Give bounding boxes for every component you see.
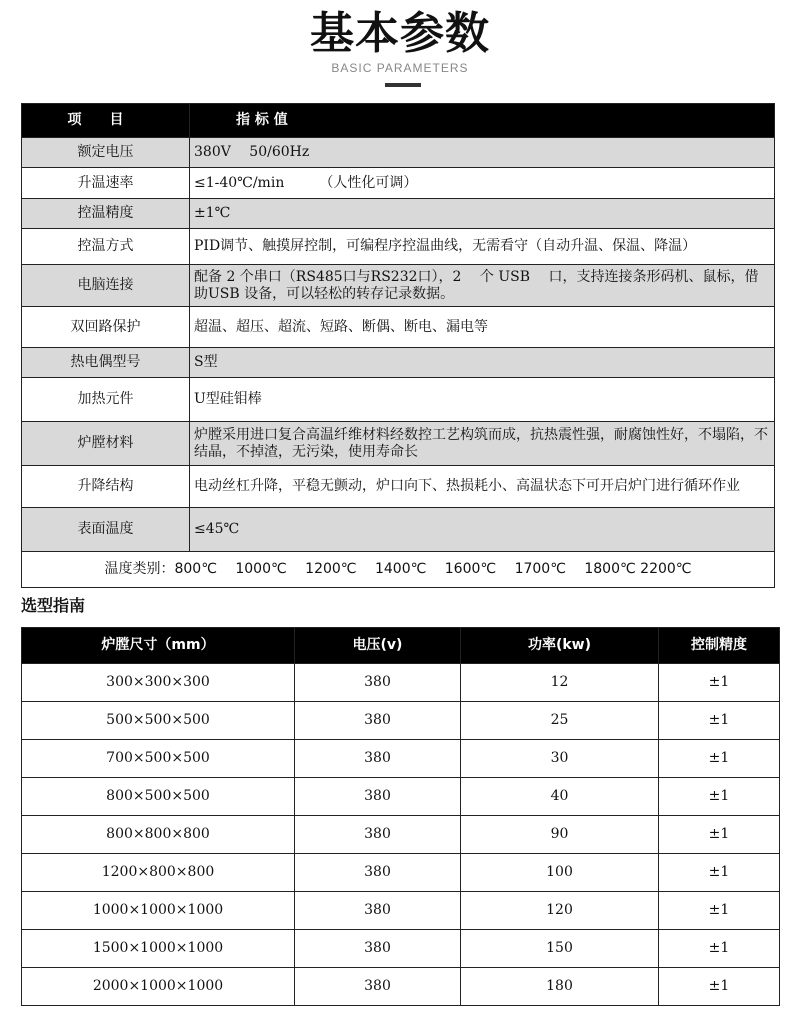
table-row <box>22 968 780 1006</box>
cell-accuracy: ±1 <box>659 816 780 854</box>
param-value: 炉膛采用进口复合高温纤维材料经数控工艺构筑而成，抗热震性强，耐腐蚀性好，不塌陷，不结晶，不掉渣，无污染，使用寿命长 <box>190 422 775 466</box>
cell-voltage: 380 <box>295 968 461 1006</box>
param-row <box>22 168 775 199</box>
cell-size: 800×500×500 <box>22 778 295 816</box>
header-voltage: 电压(v) <box>295 628 461 664</box>
cell-size: 500×500×500 <box>22 702 295 740</box>
param-value: 配备 2 个串口（RS485口与RS232口），2 个 USB 口，支持连接条形码机、鼠标，借助USB 设备，可以轻松的转存记录数据。 <box>190 265 775 307</box>
cell-accuracy: ±1 <box>659 892 780 930</box>
cell-voltage: 380 <box>295 930 461 968</box>
cell-size: 300×300×300 <box>22 664 295 702</box>
table-row <box>22 816 780 854</box>
selection-guide-heading: 选型指南 <box>21 596 86 615</box>
param-value: 电动丝杠升降，平稳无颤动，炉口向下、热损耗小、高温状态下可开启炉门进行循环作业 <box>190 466 775 508</box>
param-label: 双回路保护 <box>22 307 190 348</box>
temperature-types: 温度类别：800℃ 1000℃ 1200℃ 1400℃ 1600℃ 1700℃ 1800℃ 2200℃ <box>22 552 775 588</box>
table-row <box>22 854 780 892</box>
parameters-table <box>21 103 775 588</box>
param-row <box>22 466 775 508</box>
cell-power: 40 <box>461 778 659 816</box>
param-row <box>22 422 775 466</box>
cell-accuracy: ±1 <box>659 930 780 968</box>
table-row <box>22 740 780 778</box>
guide-header-row <box>22 628 780 664</box>
cell-accuracy: ±1 <box>659 968 780 1006</box>
header-accuracy: 控制精度 <box>659 628 780 664</box>
cell-power: 90 <box>461 816 659 854</box>
header-power: 功率(kw) <box>461 628 659 664</box>
selection-guide-table <box>21 627 780 1006</box>
param-value: S型 <box>190 348 775 378</box>
page-subtitle: BASIC PARAMETERS <box>331 61 469 75</box>
table-row <box>22 702 780 740</box>
cell-power: 30 <box>461 740 659 778</box>
param-row <box>22 138 775 168</box>
temperature-types-row <box>22 552 775 588</box>
param-value: ≤1-40℃/min （人性化可调） <box>190 168 775 199</box>
param-row <box>22 348 775 378</box>
cell-accuracy: ±1 <box>659 702 780 740</box>
cell-accuracy: ±1 <box>659 664 780 702</box>
cell-power: 120 <box>461 892 659 930</box>
cell-accuracy: ±1 <box>659 854 780 892</box>
cell-power: 12 <box>461 664 659 702</box>
param-value: ≤45℃ <box>190 508 775 552</box>
cell-size: 1500×1000×1000 <box>22 930 295 968</box>
title-underline <box>385 83 421 87</box>
param-row <box>22 307 775 348</box>
cell-size: 1200×800×800 <box>22 854 295 892</box>
cell-voltage: 380 <box>295 702 461 740</box>
param-label: 控温方式 <box>22 229 190 265</box>
header-value: 指 标 值 <box>190 104 775 138</box>
param-label: 升降结构 <box>22 466 190 508</box>
cell-power: 100 <box>461 854 659 892</box>
cell-size: 2000×1000×1000 <box>22 968 295 1006</box>
table-row <box>22 664 780 702</box>
cell-size: 1000×1000×1000 <box>22 892 295 930</box>
param-label: 电脑连接 <box>22 265 190 307</box>
param-row <box>22 508 775 552</box>
cell-voltage: 380 <box>295 664 461 702</box>
table-row <box>22 930 780 968</box>
param-row <box>22 229 775 265</box>
table-row <box>22 778 780 816</box>
param-row <box>22 265 775 307</box>
cell-size: 800×800×800 <box>22 816 295 854</box>
cell-accuracy: ±1 <box>659 740 780 778</box>
page-title: 基本参数 <box>310 8 490 59</box>
cell-voltage: 380 <box>295 892 461 930</box>
cell-voltage: 380 <box>295 778 461 816</box>
parameters-header-row <box>22 104 775 138</box>
param-value: ±1℃ <box>190 199 775 229</box>
cell-power: 25 <box>461 702 659 740</box>
param-row <box>22 199 775 229</box>
param-label: 表面温度 <box>22 508 190 552</box>
cell-accuracy: ±1 <box>659 778 780 816</box>
param-value: PID调节、触摸屏控制，可编程序控温曲线，无需看守（自动升温、保温、降温） <box>190 229 775 265</box>
param-row <box>22 378 775 422</box>
section-header <box>0 0 800 100</box>
header-chamber-size: 炉膛尺寸（mm） <box>22 628 295 664</box>
table-row <box>22 892 780 930</box>
cell-size: 700×500×500 <box>22 740 295 778</box>
cell-voltage: 380 <box>295 816 461 854</box>
param-label: 炉膛材料 <box>22 422 190 466</box>
cell-voltage: 380 <box>295 740 461 778</box>
param-value: 超温、超压、超流、短路、断偶、断电、漏电等 <box>190 307 775 348</box>
param-label: 加热元件 <box>22 378 190 422</box>
cell-voltage: 380 <box>295 854 461 892</box>
param-label: 热电偶型号 <box>22 348 190 378</box>
param-label: 升温速率 <box>22 168 190 199</box>
header-item: 项 目 <box>22 104 190 138</box>
param-label: 额定电压 <box>22 138 190 168</box>
cell-power: 180 <box>461 968 659 1006</box>
param-label: 控温精度 <box>22 199 190 229</box>
cell-power: 150 <box>461 930 659 968</box>
param-value: 380V 50/60Hz <box>190 138 775 168</box>
param-value: U型硅钼棒 <box>190 378 775 422</box>
